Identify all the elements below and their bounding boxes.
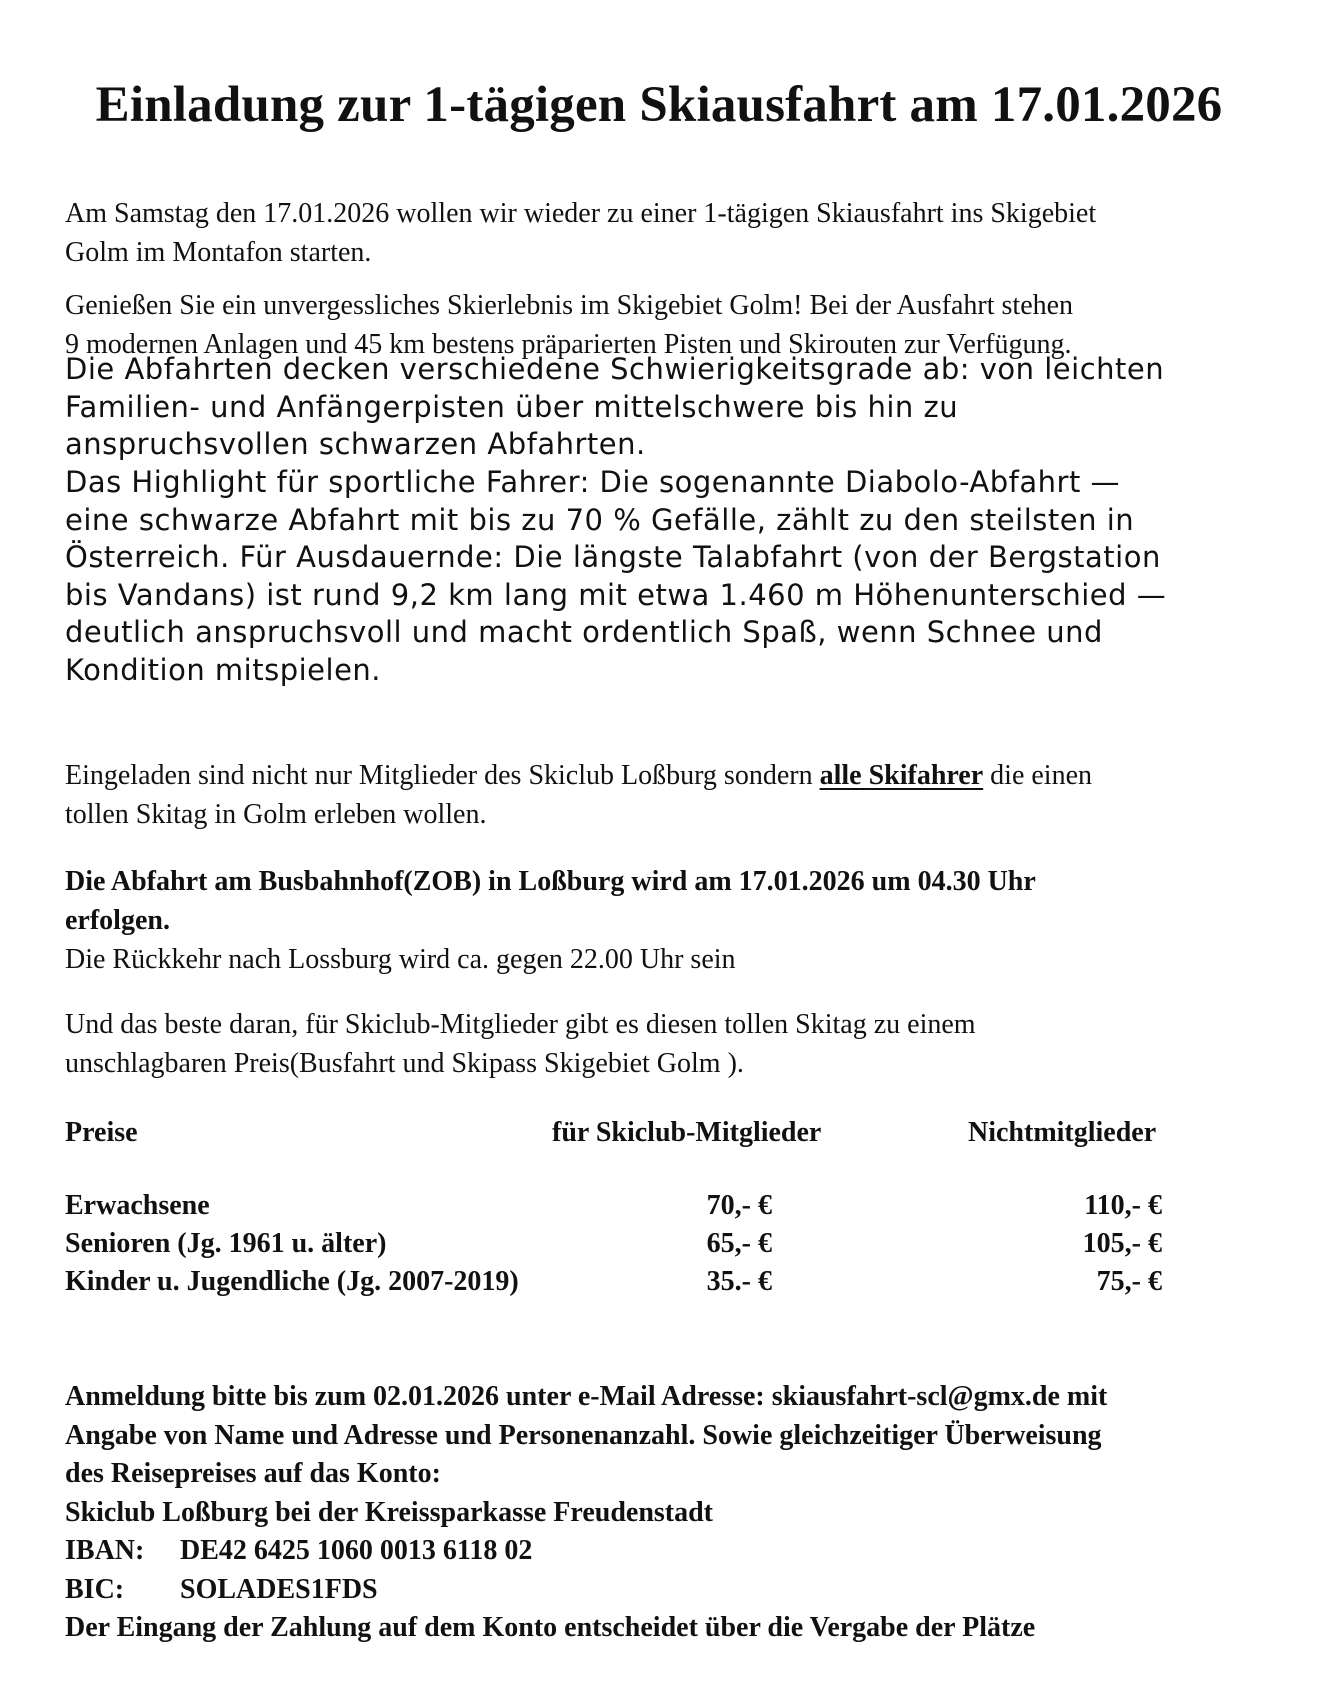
price-category: Kinder u. Jugendliche (Jg. 2007-2019) xyxy=(65,1266,519,1297)
price-row xyxy=(65,1190,1215,1228)
bic-line xyxy=(65,1571,1295,1610)
price-header-non-members: Nichtmitglieder xyxy=(968,1117,1157,1148)
price-header-members: für Skiclub-Mitglieder xyxy=(552,1117,822,1148)
iban-line xyxy=(65,1532,1295,1571)
departure-paragraph xyxy=(65,862,1265,979)
invite-text-after: die einen xyxy=(983,760,1093,791)
enjoy-line-1: Genießen Sie ein unvergessliches Skierlebnis im Skigebiet Golm! Bei der Ausfahrt stehen xyxy=(65,290,1074,321)
bic-label: BIC: xyxy=(65,1573,125,1605)
intro-line-1: Am Samstag den 17.01.2026 wollen wir wieder zu einer 1-tägigen Skiausfahrt ins Skigebiet xyxy=(65,198,1097,229)
highlight-line-5: deutlich anspruchsvoll und macht ordentlich Spaß, wenn Schnee und xyxy=(65,615,1103,649)
return-line: Die Rückkehr nach Lossburg wird ca. gegen 22.00 Uhr sein xyxy=(65,944,736,975)
bank-name-line: Skiclub Loßburg bei der Kreissparkasse Freudenstadt xyxy=(65,1496,714,1528)
enjoy-line-2: 9 modernen Anlagen und 45 km bestens präparierten Pisten und Skirouten zur Verfügung. xyxy=(65,329,1072,360)
invite-line-2: tollen Skitag in Golm erleben wollen. xyxy=(65,799,487,830)
price-members: 70,- € xyxy=(706,1190,772,1221)
intro-paragraph xyxy=(65,194,1265,272)
document-title: Einladung zur 1-tägigen Skiausfahrt am 17.01.2026 xyxy=(95,77,1223,133)
best-paragraph xyxy=(65,1005,1265,1083)
invite-line-1 xyxy=(65,756,1265,795)
departure-line-2: erfolgen. xyxy=(65,905,170,936)
payment-note: Der Eingang der Zahlung auf dem Konto entscheidet über die Vergabe der Plätze xyxy=(65,1612,1036,1643)
price-category: Senioren (Jg. 1961 u. älter) xyxy=(65,1228,387,1259)
price-members: 65,- € xyxy=(706,1228,772,1259)
price-header-row xyxy=(65,1117,1215,1155)
descents-line-1: Die Abfahrten decken verschiedene Schwierigkeitsgrade ab: von leichten xyxy=(65,352,1165,386)
best-line-2: unschlagbaren Preis(Busfahrt und Skipass Skigebiet Golm ). xyxy=(65,1048,744,1079)
bic-value: SOLADES1FDS xyxy=(180,1573,378,1605)
price-non-members: 110,- € xyxy=(1084,1190,1162,1221)
highlight-line-3: Österreich. Für Ausdauernde: Die längste Talabfahrt (von der Bergstation xyxy=(65,540,1161,574)
price-header-category: Preise xyxy=(65,1117,138,1148)
price-row xyxy=(65,1228,1215,1266)
price-row xyxy=(65,1266,1215,1304)
highlight-line-2: eine schwarze Abfahrt mit bis zu 70 % Gefälle, zählt zu den steilsten in xyxy=(65,502,1135,537)
price-non-members: 75,- € xyxy=(1096,1266,1162,1297)
intro-line-2: Golm im Montafon starten. xyxy=(65,237,372,268)
price-non-members: 105,- € xyxy=(1082,1228,1162,1259)
highlight-line-6: Kondition mitspielen. xyxy=(65,652,382,687)
highlight-paragraph xyxy=(65,464,1285,689)
iban-label: IBAN: xyxy=(65,1535,145,1566)
descents-line-3: anspruchsvollen schwarzen Abfahrten. xyxy=(65,427,646,461)
highlight-line-4: bis Vandans) ist rund 9,2 km lang mit etwa 1.460 m Höhenunterschied — xyxy=(65,577,1167,612)
invite-text-before: Eingeladen sind nicht nur Mitglieder des Skiclub Loßburg sondern xyxy=(65,760,820,791)
registration-line-3: des Reisepreises auf das Konto: xyxy=(65,1458,441,1489)
highlight-line-1: Das Highlight für sportliche Fahrer: Die sogenannte Diabolo-Abfahrt — xyxy=(65,465,1121,499)
best-line-1: Und das beste daran, für Skiclub-Mitglieder gibt es diesen tollen Skitag zu einem xyxy=(65,1009,976,1040)
invite-paragraph xyxy=(65,756,1265,834)
iban-value: DE42 6425 1060 0013 6118 02 xyxy=(180,1535,533,1566)
descents-paragraph xyxy=(65,351,1285,464)
registration-block xyxy=(65,1378,1295,1648)
descents-line-2: Familien- und Anfängerpisten über mittelschwere bis hin zu xyxy=(65,389,959,424)
price-category: Erwachsene xyxy=(65,1190,210,1221)
invite-emphasis: alle Skifahrer xyxy=(819,760,984,791)
registration-line-2: Angabe von Name und Adresse und Personenanzahl. Sowie gleichzeitiger Überweisung xyxy=(65,1419,1102,1451)
price-members: 35.- € xyxy=(706,1266,772,1297)
registration-line-1: Anmeldung bitte bis zum 02.01.2026 unter e-Mail Adresse: skiausfahrt-scl@gmx.de mit xyxy=(65,1381,1108,1412)
departure-line-1: Die Abfahrt am Busbahnhof(ZOB) in Loßburg wird am 17.01.2026 um 04.30 Uhr xyxy=(65,866,1036,897)
